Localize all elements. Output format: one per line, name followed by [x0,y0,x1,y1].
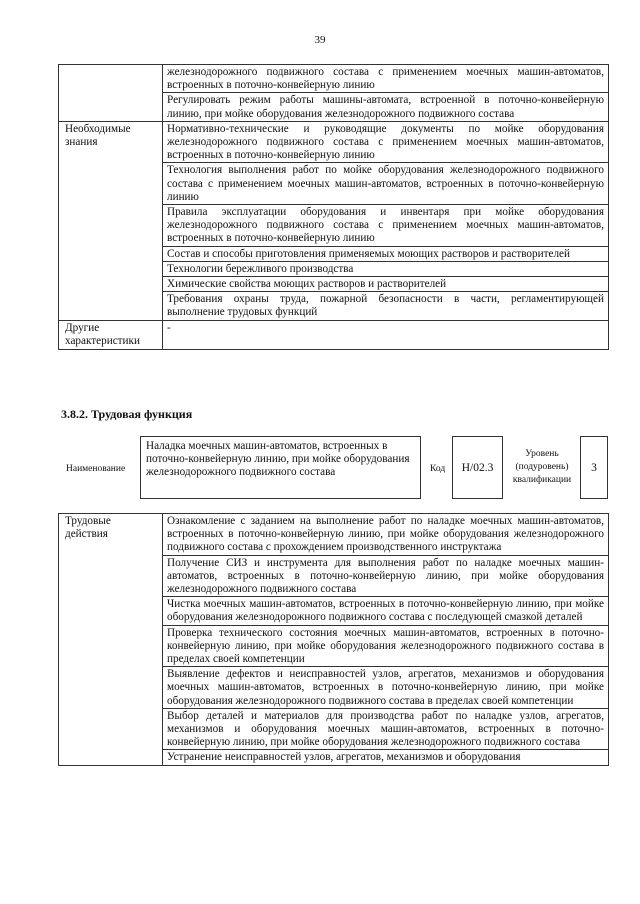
table-row [59,514,609,556]
row-label-line: Другие [65,321,100,334]
action-cell: Проверка технического состояния моечных машин-автоматов, встроенных в поточно-конвейерную линию, при мойке оборудования железнодорожного подвижного состава в пределах своей компетенции [163,625,609,667]
action-cell: Устранение неисправностей узлов, агрегатов, механизмов и оборудования [163,750,609,765]
function-code-value: H/02.3 [452,436,503,499]
labor-actions-label [59,514,163,766]
requirement-cell: - [163,320,609,349]
action-cell: Ознакомление с заданием на выполнение работ по наладке моечных машин-автоматов, встроенных в поточно-конвейерную линию, при мойке оборудования железнодорожного подвижного состава с прохождением производственного инструктажа [163,514,609,556]
requirement-cell: Правила эксплуатации оборудования и инвентаря при мойке оборудования железнодорожного подвижного состава с применением моечных машин-автоматов, встроенных в поточно-конвейерную линию [163,205,609,247]
required-knowledge-label [59,121,163,320]
page-number: 39 [314,34,326,46]
requirement-cell: Регулировать режим работы машины-автомата, встроенной в поточно-конвейерную линию, при мойке оборудования железнодорожного подвижного состава [163,93,609,121]
level-label-line: (подуровень) [515,462,569,472]
row-label-line: знания [65,136,98,149]
name-label: Наименование [66,464,126,474]
requirement-cell: железнодорожного подвижного состава с применением моечных машин-автоматов, встроенных в поточно-конвейерную линию [163,65,609,93]
table-row [59,320,609,349]
other-characteristics-label [59,320,163,349]
action-cell: Получение СИЗ и инструмента для выполнения работ по наладке моечных машин-автоматов, встроенных в поточно-конвейерную линию, при мойке оборудования железнодорожного подвижного состава [163,555,609,597]
action-cell: Выявление дефектов и неисправностей узлов, агрегатов, механизмов и оборудования моечных машин-автоматов, встроенных в поточно-конвейерную линию, при мойке оборудования железнодорожного подвижного состава в пределах своей компетенции [163,667,609,709]
labor-actions-table [58,513,609,766]
row-label-line: характеристики [65,334,140,347]
section-heading: 3.8.2. Трудовая функция [61,407,193,421]
skills-knowledge-table [58,64,609,350]
qualification-level-value: 3 [580,436,608,499]
requirement-cell: Технология выполнения работ по мойке оборудования железнодорожного подвижного состава с применением моечных машин-автоматов, встроенных в поточно-конвейерную линию [163,163,609,205]
qualification-level-label [506,448,578,487]
row-label-line: действия [65,528,108,541]
requirement-cell: Технологии бережливого производства [163,261,609,276]
requirement-cell: Требования охраны труда, пожарной безопасности в части, регламентирующей выполнение трудовых функций [163,292,609,320]
requirement-cell: Химические свойства моющих растворов и растворителей [163,277,609,292]
code-label: Код [430,464,446,474]
requirement-cell: Нормативно-технические и руководящие документы по мойке оборудования железнодорожного подвижного состава с применением моечных машин-автоматов, встроенных в поточно-конвейерную линию [163,121,609,163]
row-label-cell [59,65,163,122]
row-label-line: Необходимые [65,122,131,135]
level-label-line: квалификации [512,475,572,485]
table-row [59,121,609,163]
action-cell: Выбор деталей и материалов для производства работ по наладке узлов, агрегатов, механизмов и оборудования моечных машин-автоматов, встроенных в поточно-конвейерную линию, при мойке оборудования железнодорожного подвижного состава [163,708,609,750]
row-label-line: Трудовые [65,515,111,527]
action-cell: Чистка моечных машин-автоматов, встроенных в поточно-конвейерную линию, при мойке оборудования железнодорожного подвижного состава с последующей смазкой деталей [163,597,609,625]
table-row [59,65,609,93]
function-name-value: Наладка моечных машин-автоматов, встроенных в поточно-конвейерную линию, при мойке оборудования железнодорожного подвижного состава [140,436,421,499]
level-label-line: Уровень [525,449,559,459]
requirement-cell: Состав и способы приготовления применяемых моющих растворов и растворителей [163,246,609,261]
